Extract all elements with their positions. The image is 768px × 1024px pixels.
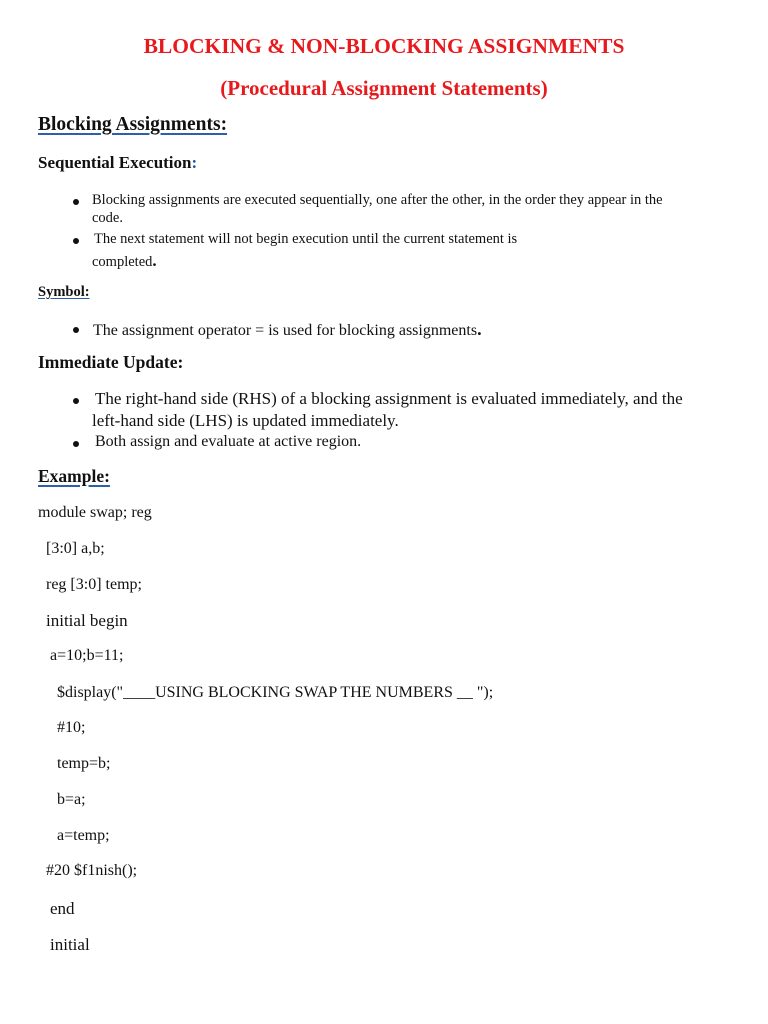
bullet-icon [73, 327, 79, 333]
sequential-bullet-1-line-1: Blocking assignments are executed sequentially, one after the other, in the order they appear in the [92, 192, 663, 208]
code-line: a=temp; [57, 827, 110, 844]
symbol-bullet [93, 319, 482, 340]
page-subtitle: (Procedural Assignment Statements) [220, 76, 548, 100]
immediate-bullet-2: Both assign and evaluate at active region. [95, 433, 362, 450]
immediate-bullet-1-line-2: left-hand side (LHS) is updated immediately. [92, 411, 399, 430]
immediate-bullet-1-line-1: The right-hand side (RHS) of a blocking assignment is evaluated immediately, and the [95, 389, 683, 408]
code-line: a=10;b=11; [50, 647, 124, 664]
example-heading: Example: [38, 466, 110, 486]
bullet-icon [73, 238, 79, 244]
code-line: temp=b; [57, 755, 111, 772]
code-line: initial begin [46, 611, 128, 630]
code-line: reg [3:0] temp; [46, 576, 142, 593]
code-line [57, 684, 493, 702]
blocking-assignments-heading: Blocking Assignments: [38, 114, 228, 135]
symbol-bullet-text: The assignment operator = is used for blocking assignments [93, 322, 478, 339]
bullet-icon [73, 441, 79, 447]
sequential-heading-text: Sequential Execution [38, 153, 192, 172]
code-line: module swap; reg [38, 504, 152, 521]
code-line: b=a; [57, 791, 86, 808]
code-line: initial [50, 935, 90, 954]
sequential-bullet-2-line-1: The next statement will not begin execution until the current statement is [94, 231, 518, 247]
symbol-heading: Symbol: [38, 284, 90, 300]
immediate-update-heading: Immediate Update: [38, 352, 184, 372]
sequential-bullet-2-line-2 [92, 251, 157, 271]
symbol-bullet-period: . [477, 319, 482, 339]
page-title: BLOCKING & NON-BLOCKING ASSIGNMENTS [143, 34, 625, 58]
sequential-heading-colon: : [191, 153, 198, 172]
code-display-statement: $display("____USING BLOCKING SWAP THE NUMBERS __ "); [57, 684, 494, 701]
code-line: #20 $f1nish(); [46, 862, 138, 879]
sequential-bullet-1-line-2: code. [92, 210, 123, 226]
sequential-execution-heading [38, 153, 197, 173]
code-line: [3:0] a,b; [46, 540, 105, 557]
code-line: end [50, 899, 75, 918]
bullet-icon [73, 199, 79, 205]
sequential-bullet-2-completed: completed [92, 254, 153, 270]
bullet-icon [73, 398, 79, 404]
code-line: #10; [57, 719, 86, 736]
sequential-bullet-2-period: . [152, 251, 157, 270]
